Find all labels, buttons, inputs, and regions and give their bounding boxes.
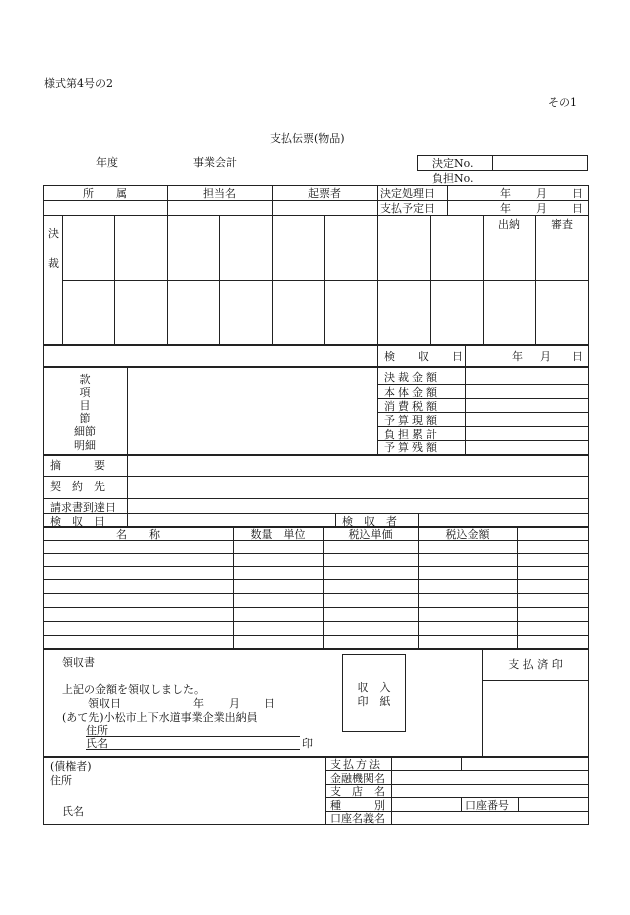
creditor-label: (債権者) <box>50 760 92 773</box>
account-label: 事業会計 <box>193 156 237 169</box>
month-label: 月 <box>536 202 547 215</box>
col-line <box>219 215 220 345</box>
receipt-title: 領収書 <box>62 656 95 669</box>
row-line <box>43 621 589 622</box>
receipt-address-label: 住所 <box>86 724 108 737</box>
col-line <box>272 185 273 345</box>
creditor-section <box>43 757 589 825</box>
receipt-date-label: 領収日 <box>88 697 121 710</box>
row-line <box>43 553 589 554</box>
cashier-label: 出納 <box>498 218 520 231</box>
invoice-date-label: 請求書到達日 <box>50 501 116 514</box>
payment-date-label: 支払予定日 <box>380 202 435 215</box>
burden-no-label: 負担No. <box>432 172 474 185</box>
issuer-header: 起票者 <box>308 187 341 200</box>
year-label: 年 <box>500 187 511 200</box>
receipt-statement: 上記の金額を領収しました。 <box>62 683 205 696</box>
amount-label: 予算現額 <box>384 414 440 427</box>
row-line <box>43 593 589 594</box>
row-line <box>482 680 589 681</box>
month-label: 月 <box>536 187 547 200</box>
form-number: 様式第4号の2 <box>44 77 113 90</box>
row-line <box>43 215 589 216</box>
month-label: 月 <box>229 697 240 710</box>
col-line <box>62 215 63 345</box>
fiscal-year-label: 年度 <box>96 156 118 169</box>
col-line <box>127 513 128 527</box>
col-line <box>518 797 519 811</box>
creditor-address-label: 住所 <box>50 774 72 787</box>
inspection-date-label-2: 検 収 日 <box>50 515 105 528</box>
col-line <box>535 215 536 345</box>
receipt-name-label: 氏名 <box>86 737 108 750</box>
row-line <box>43 607 589 608</box>
col-line <box>377 185 378 345</box>
col-line <box>483 215 484 345</box>
col-line <box>324 215 325 345</box>
budget-item-saisetsu: 細節 <box>74 425 96 438</box>
col-line <box>377 367 378 455</box>
divider <box>492 155 493 171</box>
inspector-label: 検 収 者 <box>342 515 397 528</box>
col-line <box>114 215 115 345</box>
col-line <box>465 367 466 455</box>
person-in-charge-header: 担当名 <box>203 187 236 200</box>
row-line <box>43 579 589 580</box>
budget-item-setsu: 節 <box>79 412 91 425</box>
goods-table <box>43 527 589 649</box>
affiliation-header: 所 属 <box>83 187 127 200</box>
col-line <box>430 215 431 345</box>
day-label: 日 <box>572 350 583 363</box>
year-label: 年 <box>500 202 511 215</box>
kessai-label: 裁 <box>48 257 59 270</box>
row-line <box>43 635 589 636</box>
amount-label: 負担累計 <box>384 428 440 441</box>
budget-item-kan: 款 <box>79 373 91 386</box>
budget-item-meisai: 明細 <box>74 439 96 452</box>
amount-label: 予算残額 <box>384 441 440 454</box>
paid-stamp-label: 支 払 済 印 <box>508 658 563 671</box>
branch-name-label: 支 店 名 <box>330 785 385 798</box>
year-label: 年 <box>512 350 523 363</box>
day-label: 日 <box>264 697 275 710</box>
form-title: 支払伝票(物品) <box>270 132 345 145</box>
row-line <box>43 200 589 201</box>
inspection-date-label: 検 収 日 <box>384 350 469 363</box>
row-line <box>43 498 589 499</box>
day-label: 日 <box>572 187 583 200</box>
col-line <box>461 757 462 770</box>
day-label: 日 <box>572 202 583 215</box>
col-line <box>418 527 419 649</box>
address-underline[interactable] <box>86 736 300 737</box>
row-line <box>377 384 589 385</box>
account-number-label: 口座番号 <box>465 799 509 812</box>
row-line <box>43 476 589 477</box>
summary-label: 摘 要 <box>50 459 105 472</box>
goods-col-name: 名 称 <box>116 528 160 541</box>
seal-mark: 印 <box>302 737 313 750</box>
col-line <box>323 527 324 649</box>
kessai-label: 決 <box>48 227 59 240</box>
col-line <box>377 345 378 367</box>
amount-label: 消費税額 <box>384 400 440 413</box>
contractor-label: 契 約 先 <box>50 480 105 493</box>
account-holder-label: 口座名義名 <box>330 812 385 825</box>
col-line <box>167 185 168 345</box>
account-type-label: 種 別 <box>330 799 385 812</box>
decision-no-label: 決定No. <box>432 157 474 170</box>
creditor-name-label: 氏名 <box>62 805 84 818</box>
goods-col-quantity: 数量 単位 <box>250 528 306 541</box>
col-line <box>325 757 326 825</box>
col-line <box>127 455 128 514</box>
page-label: その1 <box>548 96 577 109</box>
col-line <box>517 527 518 649</box>
goods-col-unit-price: 税込単価 <box>348 528 393 541</box>
amount-label: 本体金額 <box>384 386 440 399</box>
month-label: 月 <box>540 350 551 363</box>
row-line <box>483 280 589 281</box>
details-section <box>43 455 589 527</box>
decision-date-label: 決定処理日 <box>380 187 435 200</box>
bank-name-label: 金融機関名 <box>330 772 385 785</box>
col-line <box>127 367 128 455</box>
budget-item-kou: 項 <box>79 386 91 399</box>
col-line <box>391 757 392 825</box>
col-line <box>461 797 462 811</box>
inspection-row <box>43 345 589 367</box>
year-label: 年 <box>193 697 204 710</box>
revenue-stamp-label: 印 紙 <box>357 695 391 708</box>
col-line <box>335 513 336 527</box>
budget-item-moku: 目 <box>79 399 91 412</box>
col-line <box>418 513 419 527</box>
audit-label: 審査 <box>551 218 573 231</box>
col-line <box>233 527 234 649</box>
row-line <box>43 513 589 514</box>
revenue-stamp-label: 収 入 <box>357 681 391 694</box>
payment-method-label: 支払方法 <box>330 758 382 771</box>
amount-label: 決裁金額 <box>384 371 440 384</box>
col-line <box>447 185 448 215</box>
row-line <box>43 566 589 567</box>
name-underline[interactable] <box>86 749 300 750</box>
goods-col-amount: 税込金額 <box>445 528 490 541</box>
addressee-label: (あて先)小松市上下水道事業企業出納員 <box>62 711 258 724</box>
